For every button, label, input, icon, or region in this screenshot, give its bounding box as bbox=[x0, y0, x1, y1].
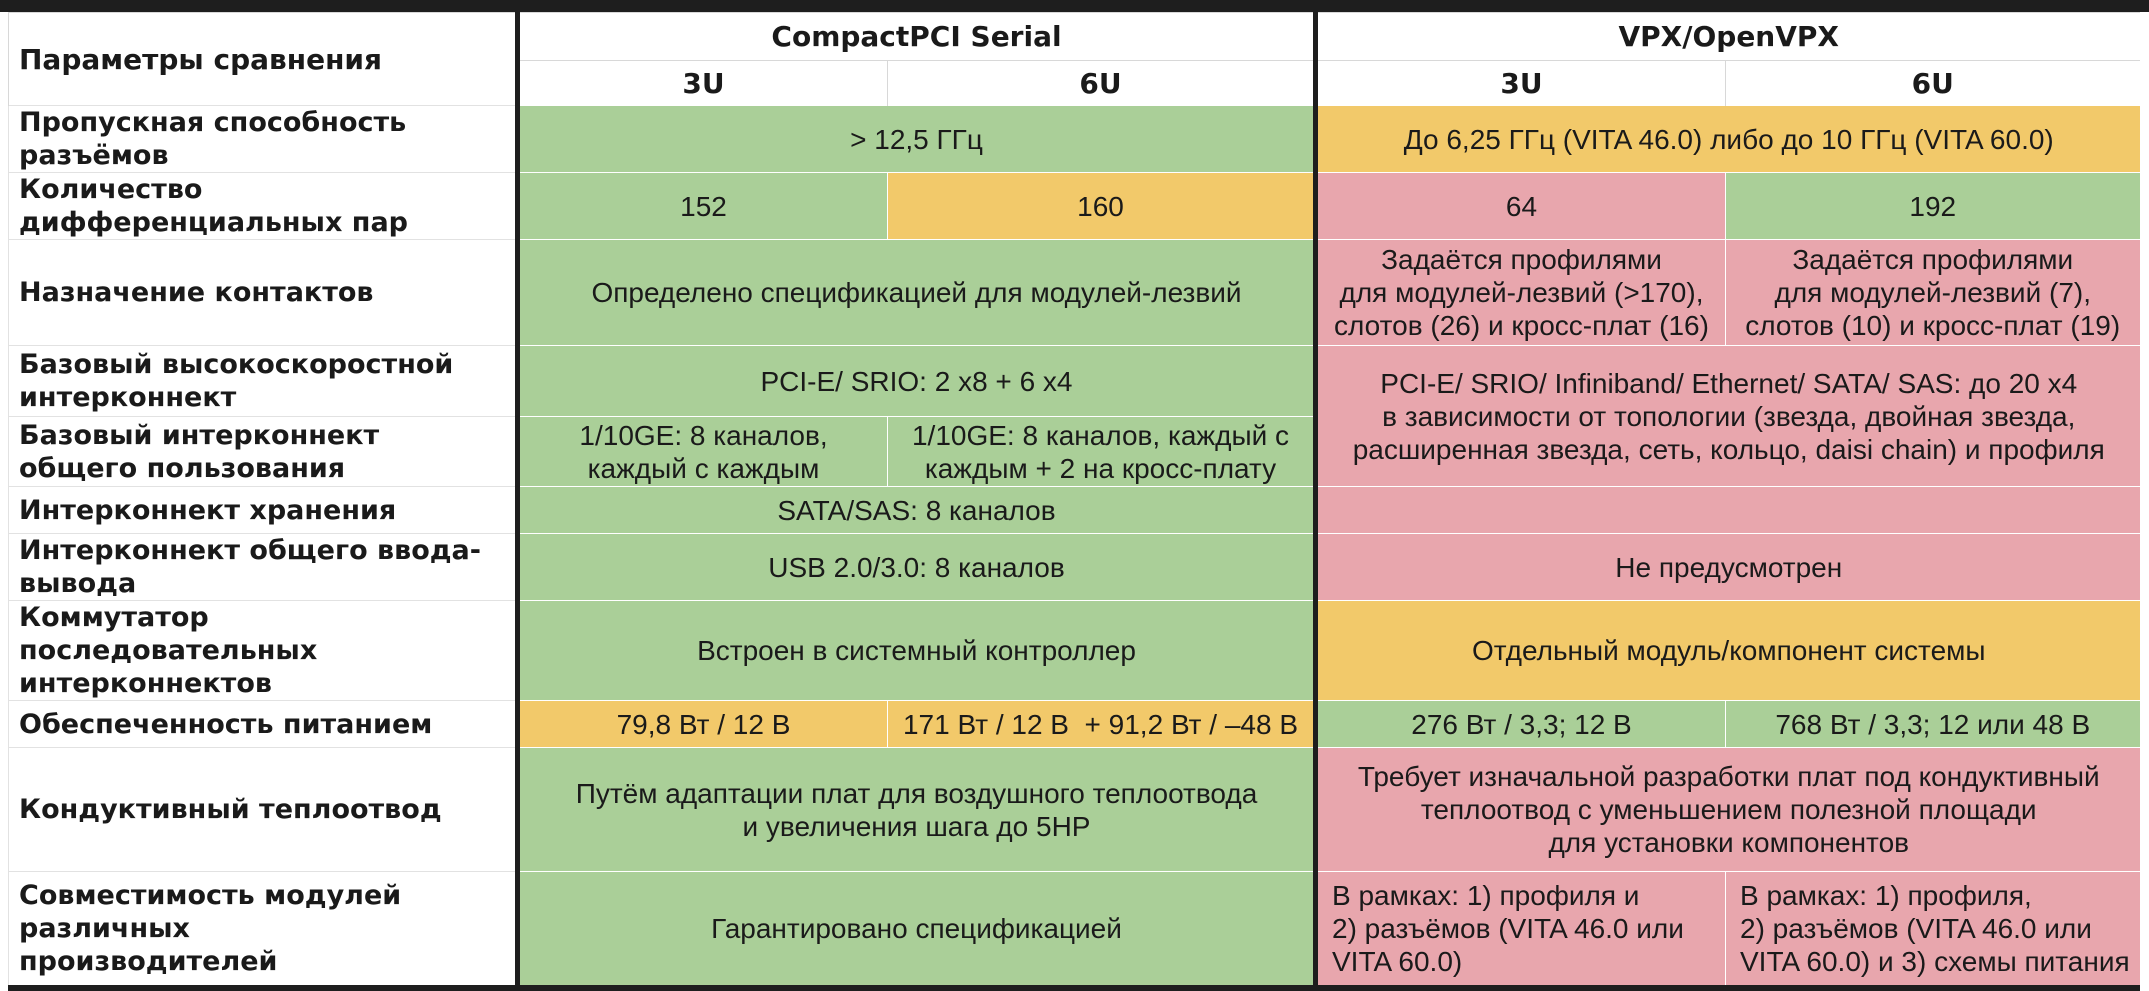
cell-cpci-3u: 79,8 Вт / 12 В bbox=[518, 701, 888, 748]
cell-line: В рамках: 1) профиля, bbox=[1740, 879, 2032, 911]
cell-line: Требует изначальной разработки плат под кондуктивный bbox=[1357, 761, 2100, 792]
param-label: Интерконнект хранения bbox=[9, 487, 518, 534]
param-label: Пропускная способность разъёмов bbox=[9, 106, 518, 173]
cell-line: Задаётся профилями bbox=[1381, 244, 1662, 275]
param-line: интерконнект bbox=[19, 382, 237, 413]
cell-line: для модулей-лезвий (7), bbox=[1774, 277, 2091, 308]
cell-line: 1/10GE: 8 каналов, каждый с bbox=[911, 419, 1290, 451]
table-row bbox=[9, 601, 2140, 701]
group-header-vpx: VPX/OpenVPX bbox=[1316, 13, 2140, 61]
header-row-groups bbox=[9, 13, 2140, 61]
table-row bbox=[9, 534, 2140, 601]
cell-line: VITA 60.0) bbox=[1332, 945, 1463, 977]
table-row bbox=[9, 106, 2140, 173]
cell-line: каждым + 2 на кросс-плату bbox=[924, 452, 1277, 484]
cell-vpx-6u: 192 bbox=[1726, 173, 2140, 240]
cell-cpci-3u: 152 bbox=[518, 173, 888, 240]
param-line: Коммутатор bbox=[19, 602, 209, 633]
param-line: Совместимость модулей различных bbox=[19, 879, 402, 944]
cell-vpx: Не предусмотрен bbox=[1316, 534, 2140, 601]
table-row bbox=[9, 240, 2140, 346]
cell-cpci-6u: 171 Вт / 12 В + 91,2 Вт / –48 В bbox=[888, 701, 1316, 748]
cell-cpci-3u bbox=[518, 417, 888, 487]
cell-line: слотов (10) и кросс-плат (19) bbox=[1745, 310, 2121, 341]
sub-header-cpci-3u: 3U bbox=[518, 61, 888, 106]
top-rule bbox=[0, 0, 2149, 12]
cell-vpx-3u: 64 bbox=[1316, 173, 1726, 240]
cell-vpx-6u bbox=[1726, 872, 2140, 988]
cell-line: 1/10GE: 8 каналов, bbox=[579, 419, 828, 451]
cell-vpx bbox=[1316, 487, 2140, 534]
cell-vpx-3u bbox=[1316, 240, 1726, 346]
table-row bbox=[9, 346, 2140, 417]
param-line: последовательных интерконнектов bbox=[19, 635, 318, 699]
table-row bbox=[9, 748, 2140, 872]
cell-line: расширенная звезда, сеть, кольцо, daisi chain) и профиля bbox=[1352, 433, 2105, 465]
cell-cpci-6u: 160 bbox=[888, 173, 1316, 240]
param-header: Параметры сравнения bbox=[9, 13, 518, 106]
cell-line: Путём адаптации плат для воздушного теплоотвода bbox=[575, 777, 1258, 809]
table-row bbox=[9, 487, 2140, 534]
param-label bbox=[9, 346, 518, 417]
cell-vpx-6u bbox=[1726, 240, 2140, 346]
cell-line: каждый с каждым bbox=[587, 452, 820, 484]
cell-line: PCI-E/ SRIO/ Infiniband/ Ethernet/ SATA/ SAS: до 20 x4 bbox=[1380, 367, 2078, 399]
cell-vpx-3u: 276 Вт / 3,3; 12 В bbox=[1316, 701, 1726, 748]
cell-line: слотов (26) и кросс-плат (16) bbox=[1334, 310, 1709, 341]
param-line: Базовый интерконнект bbox=[19, 419, 380, 451]
param-label: Назначение контактов bbox=[9, 240, 518, 346]
cell-vpx: Отдельный модуль/компонент системы bbox=[1316, 601, 2140, 701]
cell-cpci: Определено спецификацией для модулей-лезвий bbox=[518, 240, 1316, 346]
sub-header-vpx-6u: 6U bbox=[1726, 61, 2140, 106]
table-row bbox=[9, 701, 2140, 748]
cell-line: Задаётся профилями bbox=[1792, 244, 2074, 275]
cell-vpx: До 6,25 ГГц (VITA 46.0) либо до 10 ГГц (VITA 60.0) bbox=[1316, 106, 2140, 173]
param-label: Интерконнект общего ввода-вывода bbox=[9, 534, 518, 601]
group-header-compactpci: CompactPCI Serial bbox=[518, 13, 1316, 61]
cell-vpx-3u bbox=[1316, 872, 1726, 988]
cell-cpci: USB 2.0/3.0: 8 каналов bbox=[518, 534, 1316, 601]
cell-line: теплоотвод с уменьшением полезной площади bbox=[1420, 794, 2037, 825]
cell-vpx bbox=[1316, 346, 2140, 487]
param-label: Обеспеченность питанием bbox=[9, 701, 518, 748]
cell-line: для установки компонентов bbox=[1548, 827, 1910, 858]
cell-line: 2) разъёмов (VITA 46.0 или bbox=[1740, 912, 2092, 944]
table-row bbox=[9, 173, 2140, 240]
cell-cpci: Встроен в системный контроллер bbox=[518, 601, 1316, 701]
table-row bbox=[9, 872, 2140, 988]
sub-header-vpx-3u: 3U bbox=[1316, 61, 1726, 106]
sub-header-cpci-6u: 6U bbox=[888, 61, 1316, 106]
cell-cpci: > 12,5 ГГц bbox=[518, 106, 1316, 173]
cell-cpci-6u bbox=[888, 417, 1316, 487]
cell-cpci bbox=[518, 748, 1316, 872]
cell-line: и увеличения шага до 5HP bbox=[742, 810, 1091, 842]
cell-cpci: PCI-E/ SRIO: 2 x8 + 6 x4 bbox=[518, 346, 1316, 417]
cell-line: VITA 60.0) и 3) схемы питания bbox=[1740, 945, 2130, 977]
param-label bbox=[9, 417, 518, 487]
param-label bbox=[9, 601, 518, 701]
param-label: Кондуктивный теплоотвод bbox=[9, 748, 518, 872]
cell-cpci: SATA/SAS: 8 каналов bbox=[518, 487, 1316, 534]
cell-line: 2) разъёмов (VITA 46.0 или bbox=[1332, 912, 1684, 944]
cell-line: для модулей-лезвий (>170), bbox=[1339, 277, 1704, 308]
param-label bbox=[9, 872, 518, 988]
param-line: общего пользования bbox=[19, 452, 346, 484]
param-line: Базовый высокоскоростной bbox=[19, 349, 454, 380]
cell-vpx bbox=[1316, 748, 2140, 872]
cell-vpx-6u: 768 Вт / 3,3; 12 или 48 В bbox=[1726, 701, 2140, 748]
cell-line: в зависимости от топологии (звезда, двойная звезда, bbox=[1382, 400, 2076, 432]
param-label: Количество дифференциальных пар bbox=[9, 173, 518, 240]
cell-cpci: Гарантировано спецификацией bbox=[518, 872, 1316, 988]
comparison-table bbox=[8, 12, 2140, 991]
param-line: производителей bbox=[19, 945, 278, 977]
cell-line: В рамках: 1) профиля и bbox=[1332, 879, 1640, 911]
